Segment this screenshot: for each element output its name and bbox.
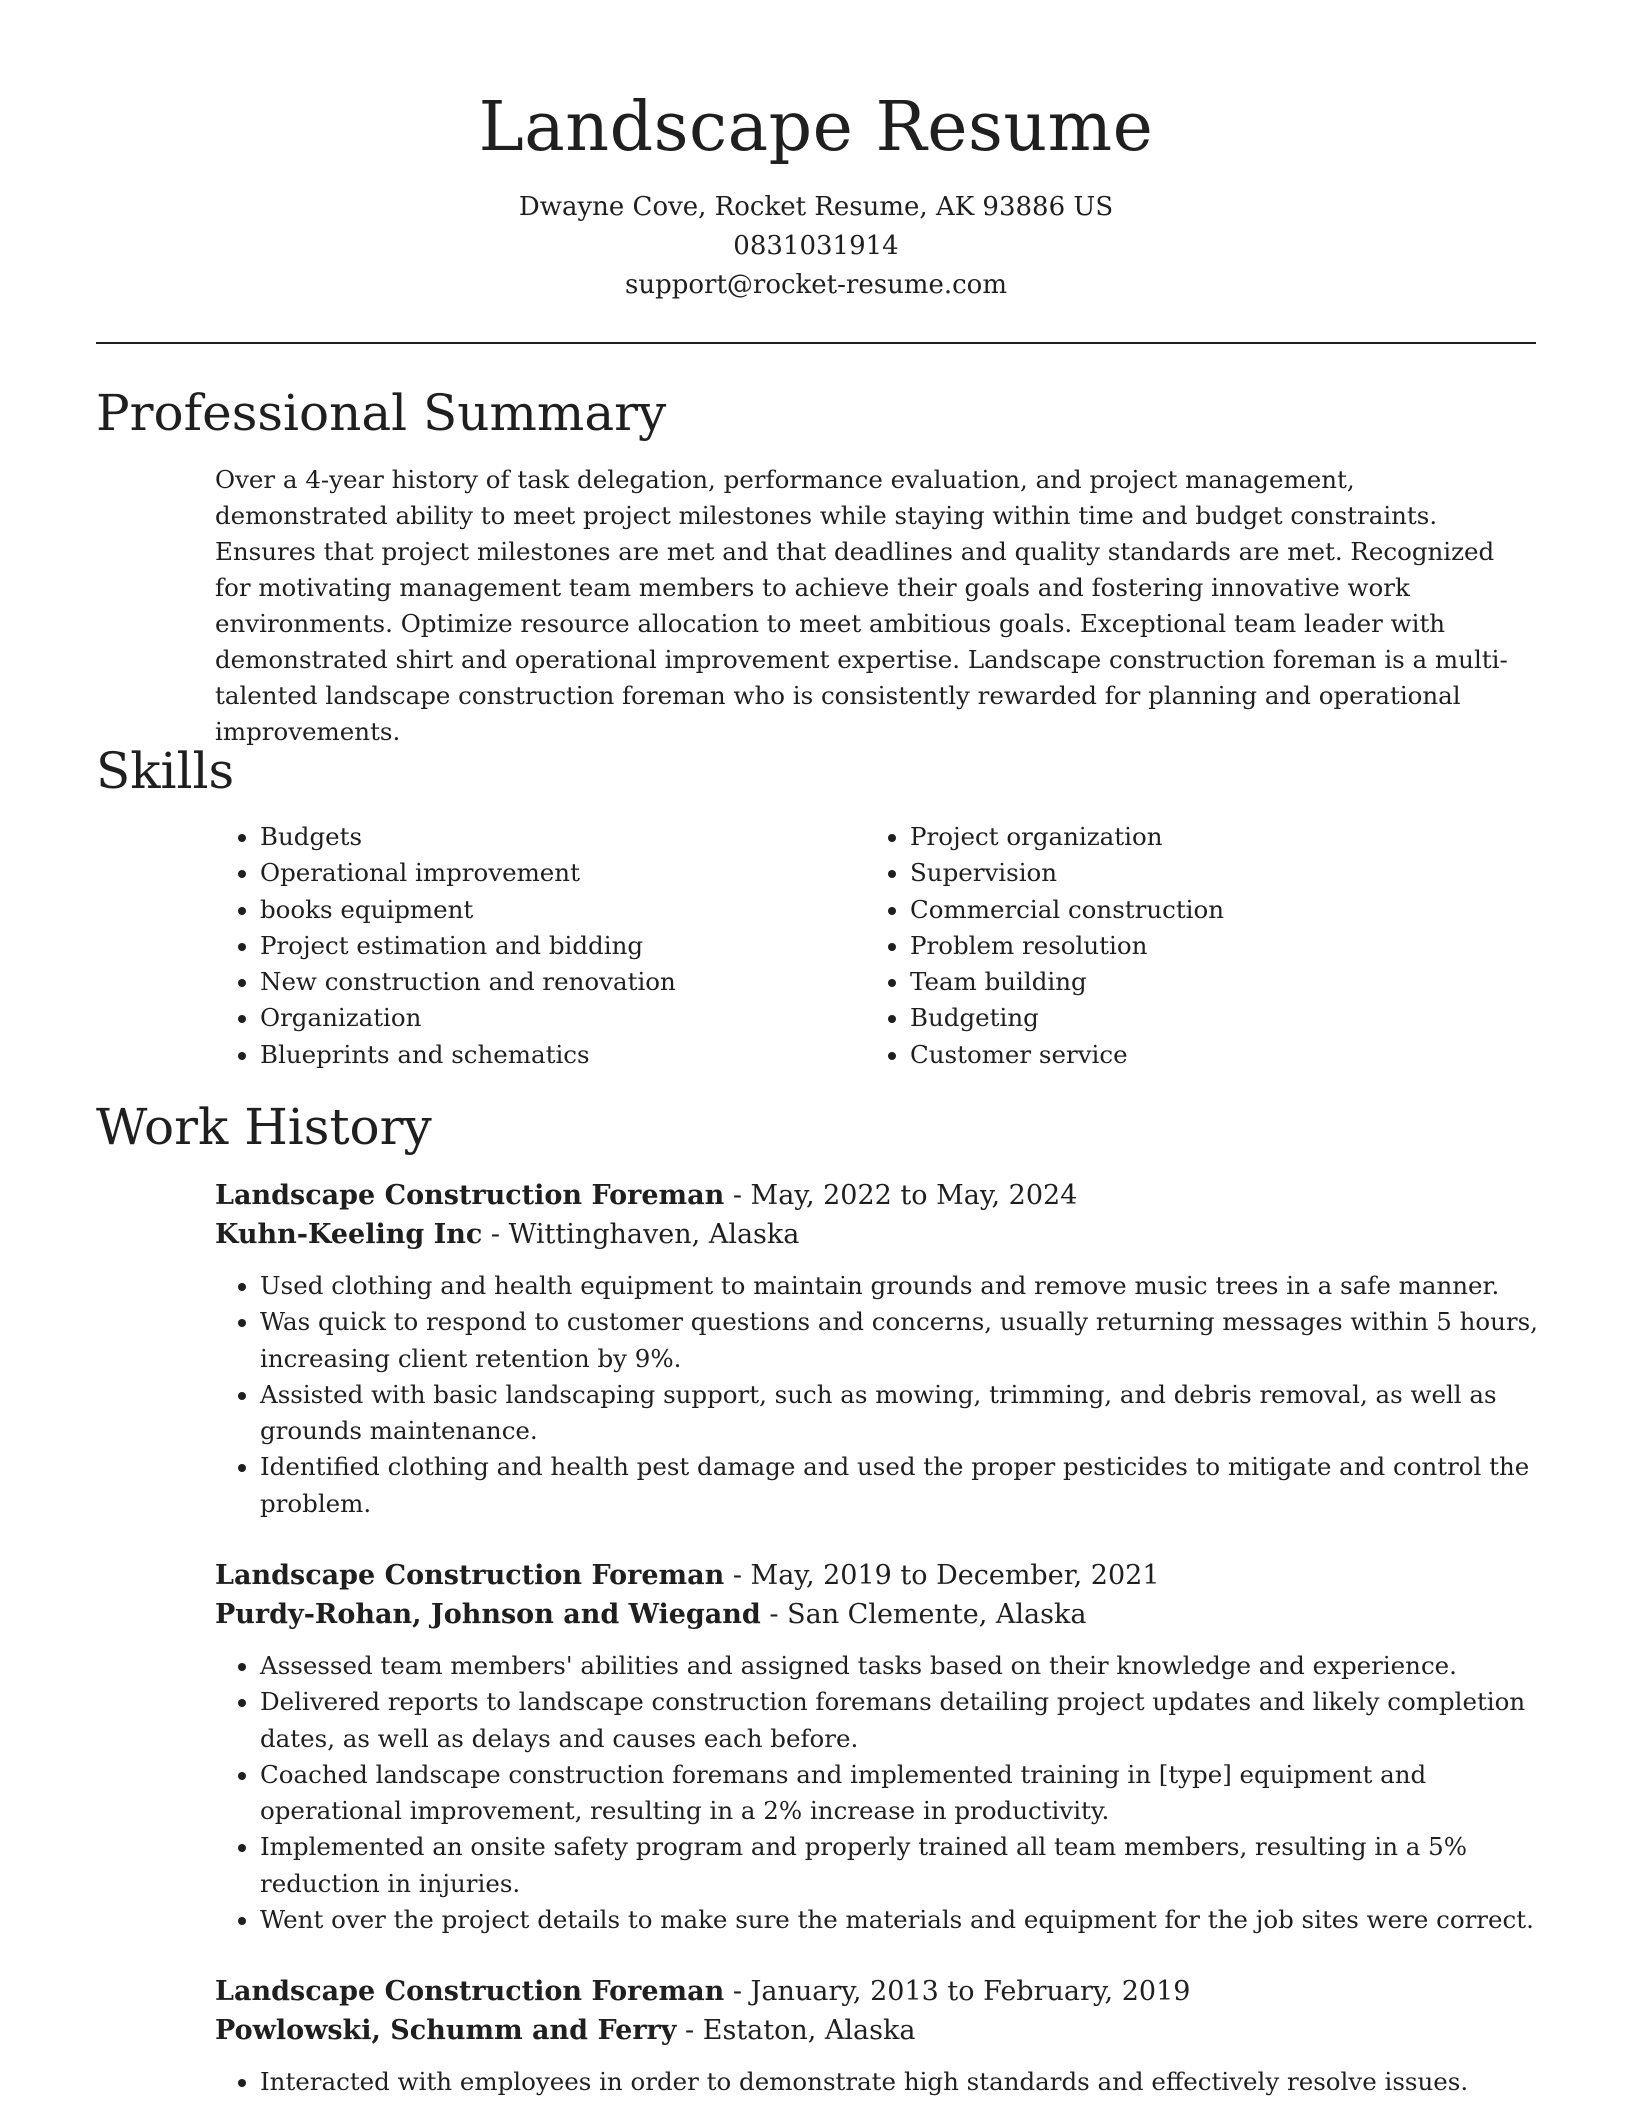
job-bullet: • Was quick to respond to customer questions and concerns, usually returning messages within 5 hours, increasing client retention by 9%. [260,1304,1545,1377]
skill-item: • Team building [910,964,1530,1000]
job-role: Landscape Construction Foreman [215,1976,725,2007]
job-bullet: • Interacted with employees in order to demonstrate high standards and effectively resolve issues. [260,2064,1545,2100]
job-bullets [215,1648,1545,1938]
skill-item: • Organization [260,1000,860,1036]
job-location: Wittinghaven, Alaska [508,1219,800,1250]
skills-heading: Skills [96,742,235,800]
job-bullet: • Implemented an onsite safety program and properly trained all team members, resulting in a 5% reduction in injuries. [260,1829,1545,1902]
skill-item: • Problem resolution [910,928,1530,964]
contact-email: support@rocket-resume.com [624,270,1007,300]
job-bullet: • Used clothing and health equipment to maintain grounds and remove music trees in a safe manner. [260,1268,1545,1304]
job-bullets [215,2064,1545,2100]
job-company-line: Purdy-Rohan, Johnson and Wiegand - San Clemente, Alaska [215,1599,1087,1630]
job-role: Landscape Construction Foreman [215,1560,725,1591]
skill-item: • Project estimation and bidding [260,928,860,964]
job-entry [215,1556,1545,1938]
job-bullet: • Assisted with basic landscaping support, such as mowing, trimming, and debris removal, as well as grounds maintenance. [260,1377,1545,1450]
job-bullets [215,1268,1545,1522]
job-company: Kuhn-Keeling Inc [215,1219,483,1250]
job-title-line: Landscape Construction Foreman - May, 2019 to December, 2021 [215,1560,1160,1591]
job-company: Purdy-Rohan, Johnson and Wiegand [215,1599,761,1630]
contact-phone: 0831031914 [733,231,899,261]
job-title-line: Landscape Construction Foreman - May, 2022 to May, 2024 [215,1180,1078,1211]
skills-list-right [865,819,1530,1073]
job-location: Estaton, Alaska [702,2015,916,2046]
skill-item: • Budgeting [910,1000,1530,1036]
skill-item: • Supervision [910,855,1530,891]
job-entry [215,1176,1545,1522]
skill-item: • Customer service [910,1037,1530,1073]
job-entry [215,1972,1545,2100]
job-bullet: • Identified clothing and health pest damage and used the proper pesticides to mitigate and control the problem. [260,1449,1545,1522]
summary-heading: Professional Summary [96,384,667,442]
resume-title: Landscape Resume [478,88,1154,167]
job-dates: May, 2019 to December, 2021 [750,1560,1160,1591]
job-bullet: • Delivered reports to landscape construction foremans detailing project updates and likely completion dates, as well as delays and causes each before. [260,1684,1545,1757]
job-company-line: Powlowski, Schumm and Ferry - Estaton, Alaska [215,2015,916,2046]
job-company: Powlowski, Schumm and Ferry [215,2015,677,2046]
resume-header [0,78,1632,305]
job-dates: January, 2013 to February, 2019 [750,1976,1191,2007]
contact-address: Dwayne Cove, Rocket Resume, AK 93886 US [518,192,1114,222]
skill-item: • Project organization [910,819,1530,855]
skills-list-left [215,819,860,1073]
job-company-line: Kuhn-Keeling Inc - Wittinghaven, Alaska [215,1219,800,1250]
job-bullet: • Went over the project details to make sure the materials and equipment for the job sites were correct. [260,1902,1545,1938]
skill-item: • Blueprints and schematics [260,1037,860,1073]
work-history-heading: Work History [96,1098,432,1156]
job-role: Landscape Construction Foreman [215,1180,725,1211]
skill-item: • books equipment [260,892,860,928]
skill-item: • Commercial construction [910,892,1530,928]
skill-item: • Operational improvement [260,855,860,891]
job-bullet: • Coached landscape construction foremans and implemented training in [type] equipment and operational improvement, resulting in a 2% increase in productivity. [260,1757,1545,1830]
header-divider [96,342,1536,344]
job-title-line: Landscape Construction Foreman - January, 2013 to February, 2019 [215,1976,1191,2007]
skill-item: • New construction and renovation [260,964,860,1000]
skill-item: • Budgets [260,819,860,855]
job-location: San Clemente, Alaska [787,1599,1087,1630]
summary-text: Over a 4-year history of task delegation, performance evaluation, and project management, demonstrated ability to meet project milestones while staying within time and budget constraints. Ensures that project milestones are met and that deadlines and quality standards are met. Recognized for motivating management team members to achieve their goals and fostering innovative work environments. Optimize resource allocation to meet ambitious goals. Exceptional team leader with demonstrated shirt and operational improvement expertise. Landscape construction foreman is a multi-talented landscape construction foreman who is consistently rewarded for planning and operational improvements. [215,465,1508,746]
job-dates: May, 2022 to May, 2024 [750,1180,1078,1211]
job-bullet: • Assessed team members' abilities and assigned tasks based on their knowledge and experience. [260,1648,1545,1684]
